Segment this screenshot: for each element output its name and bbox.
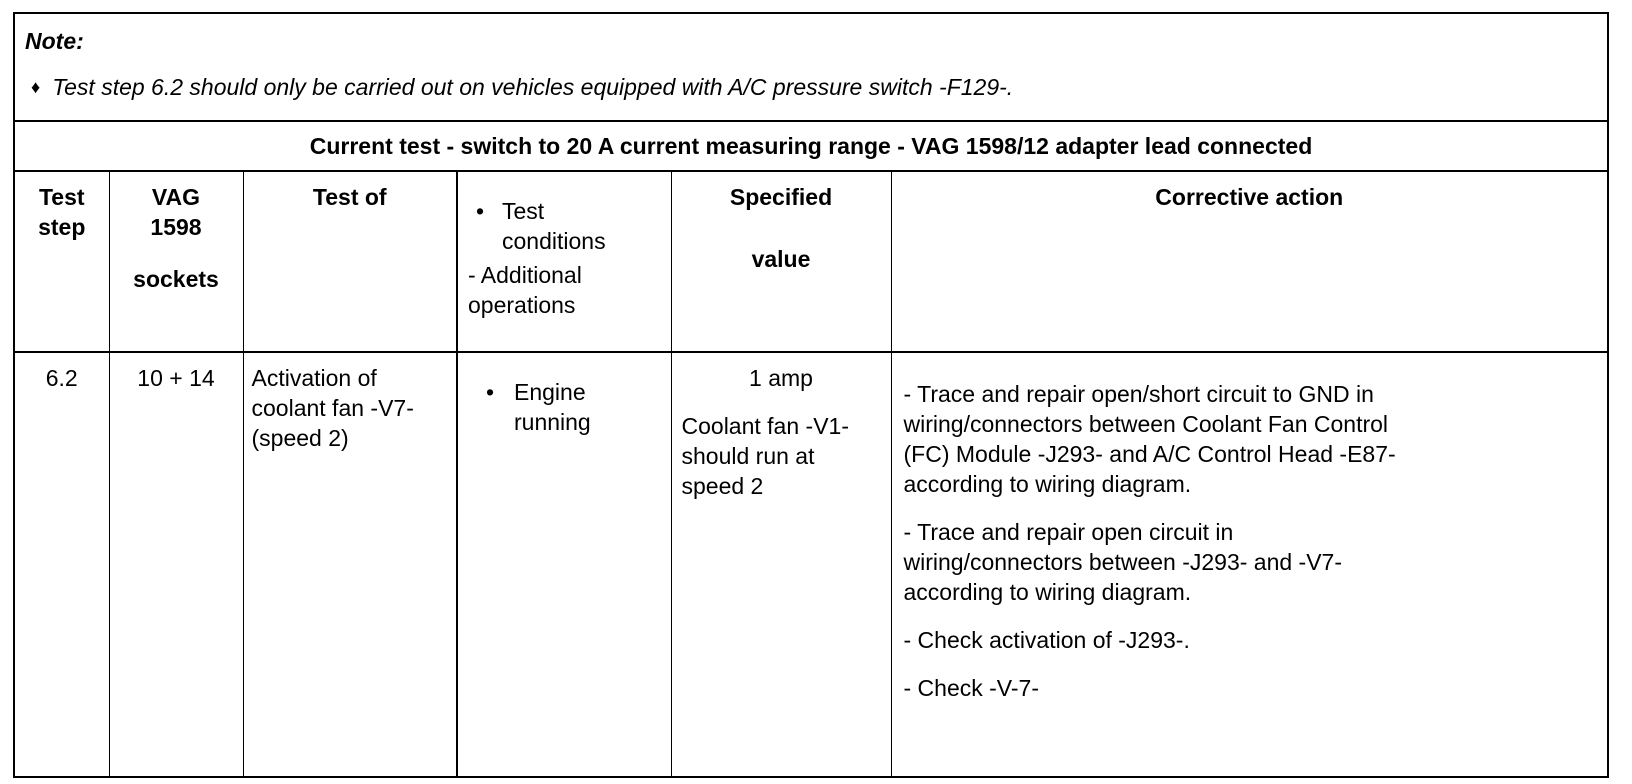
test-table	[15, 172, 1607, 776]
cell-specified-value	[671, 352, 891, 776]
note-text: Test step 6.2 should only be carried out on vehicles equipped with A/C pressure switch -F129-.	[52, 74, 1014, 100]
cell-test-step: 6.2	[15, 352, 109, 776]
bullet-icon: •	[476, 198, 485, 224]
specified-note: Coolant fan -V1- should run at speed 2	[681, 413, 849, 499]
header-test-of: Test of	[243, 172, 457, 352]
diamond-bullet-icon: ♦	[31, 77, 41, 97]
header-test-step: Test step	[15, 172, 109, 352]
action-item: - Trace and repair open/short circuit to GND in wiring/connectors between Coolant Fan Control (FC) Module -J293- and A/C Control Head -E87- according to wiring diagram.	[903, 381, 1396, 497]
action-item: - Trace and repair open circuit in wiring/connectors between -J293- and -V7- according to wiring diagram.	[903, 519, 1343, 605]
bullet-icon: •	[486, 379, 495, 405]
header-vag-sockets: VAG 1598 sockets	[109, 172, 243, 352]
header-row	[15, 172, 1607, 352]
cell-test-of: Activation of coolant fan -V7- (speed 2)	[243, 352, 457, 776]
document-frame	[13, 12, 1609, 778]
header-corrective-action: Corrective action	[891, 172, 1607, 352]
specified-amp: 1 amp	[749, 365, 813, 391]
note-line	[31, 74, 1013, 101]
cell-corrective-action	[891, 352, 1607, 776]
note-section	[15, 14, 1607, 122]
cell-vag-sockets: 10 + 14	[109, 352, 243, 776]
table-row	[15, 352, 1607, 776]
action-item: - Check -V-7-	[903, 675, 1039, 701]
cell-conditions: • Engine running	[457, 352, 671, 776]
note-title: Note:	[25, 28, 84, 54]
header-specified-value: Specified value	[671, 172, 891, 352]
test-banner: Current test - switch to 20 A current measuring range - VAG 1598/12 adapter lead connected	[15, 122, 1607, 172]
header-conditions: • Test conditions - Additional operations	[457, 172, 671, 352]
action-item: - Check activation of -J293-.	[903, 627, 1190, 653]
